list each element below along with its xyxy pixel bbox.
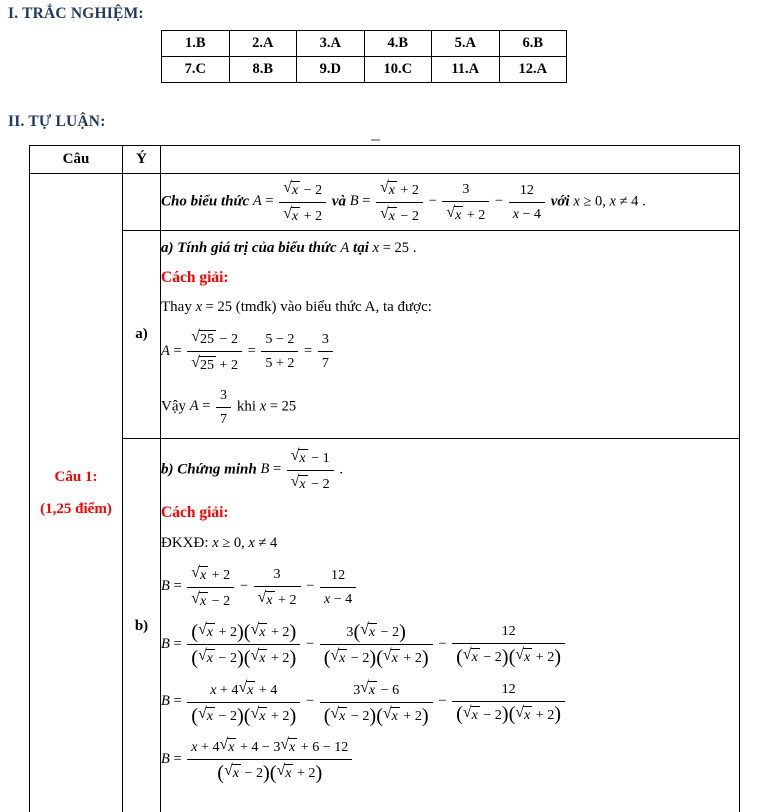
square-root: √x <box>330 704 346 724</box>
square-root: √x <box>250 647 266 667</box>
text-segment: Vậy <box>161 397 190 414</box>
math-expression: A <box>340 240 350 256</box>
fraction: $\frac{12}{(√x - 2)(√x + 2)}$ <box>452 679 565 725</box>
solution-line <box>161 678 739 727</box>
solution-line <box>161 533 739 554</box>
square-root: √x <box>250 621 266 640</box>
text-segment: và <box>328 193 350 210</box>
square-root: √x <box>238 678 254 698</box>
math-expression: x = 25 <box>259 397 297 414</box>
square-root: √x <box>515 646 531 666</box>
square-root: √x <box>360 678 376 698</box>
fraction: $\frac{3√x - 6}{(√x - 2)(√x + 2)}$ <box>320 678 433 727</box>
square-root: √x <box>515 703 531 723</box>
part-b-row <box>30 438 740 812</box>
mc-answer-cell: 9.D <box>297 57 365 83</box>
solution-line <box>161 735 739 784</box>
mc-answer-cell: 8.B <box>229 57 297 83</box>
fraction: $\frac{3}{√x + 2}$ <box>254 564 301 610</box>
square-root: √x <box>290 472 306 492</box>
mc-answer-cell: 5.A <box>432 31 500 57</box>
text-segment: Cho biểu thức <box>161 193 253 210</box>
fraction: $\frac{3}{√x + 2}$ <box>442 179 489 225</box>
essay-solution-table <box>29 145 740 812</box>
problem-statement-row <box>30 174 740 231</box>
text-segment: . <box>638 193 646 210</box>
square-root: √x <box>224 762 239 782</box>
mc-answer-table-body <box>162 31 567 83</box>
column-header-content <box>161 146 740 174</box>
square-root: √x <box>462 703 478 723</box>
math-expression: A = $\frac{√x - 2}{√x + 2}$ <box>253 193 328 209</box>
text-segment: ĐKXĐ: <box>161 534 213 551</box>
question-number-label: Câu 1: <box>54 469 98 486</box>
solution-line <box>161 503 739 524</box>
solution-line <box>161 385 739 429</box>
square-root: √x <box>360 621 376 640</box>
square-root: √x <box>198 704 213 724</box>
square-root: √x <box>257 588 273 608</box>
fraction: $\frac{(√x + 2)(√x + 2)}{(√x - 2)(√x + 2)}$ <box>187 620 300 669</box>
math-expression: x = 25 <box>195 299 232 316</box>
math-expression: A = $\frac{3}{7}$ <box>190 398 233 414</box>
text-segment: với <box>546 193 574 210</box>
square-root: √x <box>380 178 395 198</box>
square-root: √x <box>283 178 299 198</box>
square-root: √x <box>198 647 213 667</box>
fraction: $\frac{12}{x - 4}$ <box>320 565 356 609</box>
part-a-solution-cell <box>161 231 740 439</box>
section-1-heading: I. TRẮC NGHIỆM: <box>8 5 144 22</box>
mc-answer-cell: 12.A <box>499 57 567 83</box>
square-root: √x <box>446 203 462 223</box>
problem-statement-cell <box>161 174 740 231</box>
mc-answer-row <box>162 57 567 83</box>
square-root: √x <box>191 563 207 583</box>
square-root: √x <box>250 704 266 724</box>
square-root: √x <box>198 621 213 640</box>
text-segment: khi <box>233 397 260 414</box>
mc-answer-cell: 11.A <box>432 57 500 83</box>
text-segment: . <box>335 461 344 478</box>
fraction: $\frac{x + 4√x + 4}{(√x - 2)(√x + 2)}$ <box>187 678 300 727</box>
mc-answer-cell: 10.C <box>364 57 432 83</box>
essay-header-row <box>30 146 740 174</box>
part-b-solution-cell <box>161 438 740 812</box>
square-root: √x <box>382 647 398 667</box>
mc-answer-cell: 2.A <box>229 31 297 57</box>
column-header-y: Ý <box>123 146 161 174</box>
solution-line <box>161 297 739 318</box>
text-segment: a) Tính giá trị của biểu thức <box>161 240 341 256</box>
mc-answer-row <box>162 31 567 57</box>
fraction: $\frac{√x + 2}{√x - 2}$ <box>187 563 234 612</box>
text-segment: b) Chứng minh <box>161 461 261 478</box>
text-segment: Thay <box>161 299 196 316</box>
solution-line <box>161 178 739 227</box>
text-segment: Cách giải: <box>161 504 229 522</box>
mc-answer-cell: 1.B <box>162 31 230 57</box>
mc-answer-cell: 4.B <box>364 31 432 57</box>
square-root: √x <box>330 647 346 667</box>
fraction: $\frac{12}{(√x - 2)(√x + 2)}$ <box>452 621 565 667</box>
fraction: $\frac{3(√x - 2)}{(√x - 2)(√x + 2)}$ <box>320 620 433 669</box>
mc-answer-cell: 6.B <box>499 31 567 57</box>
fraction: $\frac{x + 4√x + 4 - 3√x + 6 - 12}{(√x - 2)(√x + 2)}$ <box>187 735 352 784</box>
y-cell-part-a: a) <box>123 231 161 439</box>
question-number-cell <box>30 174 123 812</box>
mc-answer-cell: 3.A <box>297 31 365 57</box>
text-segment: Cách giải: <box>161 268 229 286</box>
mc-answer-cell: 7.C <box>162 57 230 83</box>
square-root: √x <box>276 762 292 782</box>
math-expression: x ≥ 0, x ≠ 4 <box>573 193 639 210</box>
math-expression: B = $\frac{√x - 1}{√x - 2}$ <box>260 461 335 477</box>
square-root: √x <box>283 205 299 224</box>
square-root: √x <box>290 446 306 466</box>
square-root: √25 <box>191 354 214 374</box>
math-expression: B = $\frac{x + 4√x + 4 - 3√x + 6 - 12}{(√x - 2)(√x + 2)}$ <box>161 751 354 767</box>
square-root: √25 <box>191 328 214 348</box>
fraction: $\frac{√25 - 2}{√25 + 2}$ <box>187 327 242 376</box>
text-segment: tại <box>349 240 373 256</box>
stray-print-mark <box>371 139 380 141</box>
text-segment: (tmđk) vào biểu thức A, ta được: <box>231 299 432 316</box>
math-expression: B = $\frac{x + 4√x + 4}{(√x - 2)(√x + 2)}$ − $\frac{3√x - 6}{(√x - 2)(√x + 2)}$ − $\frac{12}{(√x - 2)(√x + 2)}$ <box>161 693 567 709</box>
fraction: $\frac{√x + 2}{√x - 2}$ <box>376 178 423 227</box>
fraction: $\frac{5 - 2}{5 + 2}$ <box>261 329 298 373</box>
y-cell-intro <box>123 174 161 231</box>
square-root: √x <box>219 736 235 755</box>
column-header-cau: Câu <box>30 146 123 174</box>
square-root: √x <box>382 704 398 724</box>
question-points-label: (1,25 điểm) <box>40 501 112 518</box>
square-root: √x <box>191 589 207 609</box>
math-expression: x = 25 <box>372 240 409 256</box>
math-expression: B = $\frac{√x + 2}{√x - 2}$ − $\frac{3}{√x + 2}$ − $\frac{12}{x - 4}$ <box>350 193 547 209</box>
math-expression: B = $\frac{(√x + 2)(√x + 2)}{(√x - 2)(√x + 2)}$ − $\frac{3(√x - 2)}{(√x - 2)(√x + 2)}$ − $\frac{12}{(√x - 2)(√x + 2)}$ <box>161 636 567 652</box>
math-expression: x ≥ 0, x ≠ 4 <box>212 534 278 551</box>
solution-line <box>161 563 739 612</box>
math-expression: B = $\frac{√x + 2}{√x - 2}$ − $\frac{3}{√x + 2}$ − $\frac{12}{x - 4}$ <box>161 578 358 594</box>
square-root: √x <box>462 646 478 666</box>
text-segment: . <box>409 240 417 256</box>
fraction: $\frac{3}{7}$ <box>318 329 333 373</box>
square-root: √x <box>380 205 395 224</box>
solution-line <box>161 446 739 495</box>
fraction: $\frac{12}{x - 4}$ <box>509 180 545 224</box>
fraction: $\frac{√x - 1}{√x - 2}$ <box>287 446 334 495</box>
part-a-row <box>30 231 740 439</box>
math-expression: A = $\frac{√25 - 2}{√25 + 2}$ = $\frac{5 - 2}{5 + 2}$ = $\frac{3}{7}$ <box>161 343 335 359</box>
square-root: √x <box>280 736 296 755</box>
section-2-heading: II. TỰ LUẬN: <box>8 113 106 130</box>
y-cell-part-b: b) <box>123 438 161 812</box>
solution-line <box>161 620 739 669</box>
multiple-choice-answer-table <box>161 30 567 83</box>
solution-line <box>161 238 739 259</box>
fraction: $\frac{3}{7}$ <box>216 385 231 429</box>
solution-line <box>161 268 739 289</box>
solution-line <box>161 327 739 376</box>
fraction: $\frac{√x - 2}{√x + 2}$ <box>279 178 326 227</box>
